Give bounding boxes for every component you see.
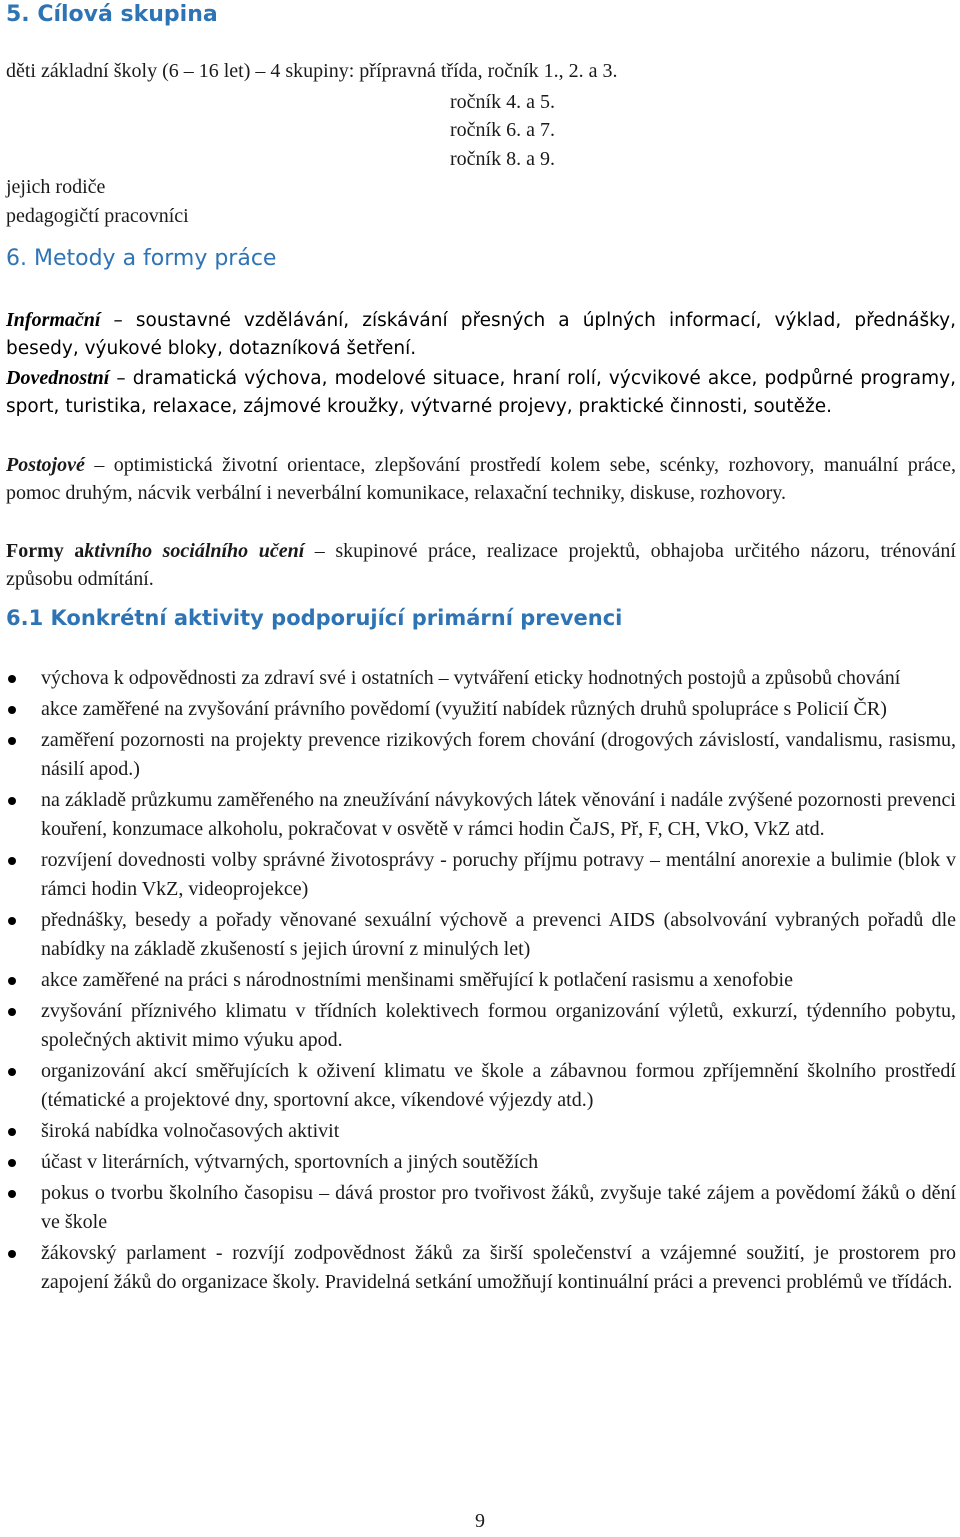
list-item-text: akce zaměřené na zvyšování právního povědomí (využití nabídek různých druhů spolupráce s Policií ČR) <box>41 698 887 720</box>
list-item <box>0 846 956 904</box>
method-dovednostni-text: – dramatická výchova, modelové situace, hraní rolí, výcvikové akce, podpůrné programy, sport, turistika, relaxace, zájmové kroužky, výtvarné projevy, praktické činnosti, soutěže. <box>6 368 956 417</box>
list-item-text: účast v literárních, výtvarných, sportovních a jiných soutěžích <box>41 1151 539 1173</box>
method-postojove-text: – optimistická životní orientace, zlepšování prostředí kolem sebe, scénky, rozhovory, manuální práce, pomoc druhým, nácvik verbální i neverbální komunikace, relaxační techniky, diskuse, rozhovory. <box>6 454 956 504</box>
bullet-icon <box>8 737 16 745</box>
list-item <box>0 1117 956 1146</box>
list-item <box>0 1179 956 1237</box>
bullet-icon <box>8 675 16 683</box>
bullet-icon <box>8 977 16 985</box>
target-group-parents: jejich rodiče <box>6 176 106 198</box>
bullet-icon <box>8 1250 16 1258</box>
activities-list <box>0 664 960 1299</box>
list-item-text: přednášky, besedy a pořady věnované sexuální výchově a prevenci AIDS (absolvování vybraných pořadů dle nabídky na základě zkušeností s jejich úrovní z minulých let) <box>41 909 956 960</box>
method-informacni-key: Informační <box>6 309 101 331</box>
list-item-text: široká nabídka volnočasových aktivit <box>41 1120 340 1142</box>
bullet-icon <box>8 917 16 925</box>
bullet-icon <box>8 1190 16 1198</box>
bullet-icon <box>8 1128 16 1136</box>
bullet-icon <box>8 1008 16 1016</box>
target-group-grade-8-9: ročník 8. a 9. <box>450 148 555 170</box>
list-item <box>0 664 956 693</box>
method-dovednostni <box>6 364 956 421</box>
method-formy-key-a: Formy a <box>6 540 85 562</box>
method-informacni <box>6 306 956 363</box>
method-formy <box>6 537 956 593</box>
target-group-children: děti základní školy (6 – 16 let) – 4 skupiny: přípravná třída, ročník 1., 2. a 3. <box>6 60 618 82</box>
method-informacni-text: – soustavné vzdělávání, získávání přesných a úplných informací, výklad, přednášky, besedy, výukové bloky, dotazníková šetření. <box>6 310 956 359</box>
bullet-icon <box>8 857 16 865</box>
method-formy-key-b: ktivního sociálního učení <box>84 540 305 562</box>
list-item-text: organizování akcí směřujících k oživení klimatu ve škole a zábavnou formou zpříjemnění školního prostředí (tématické a projektové dny, sportovní akce, víkendové výjezdy atd.) <box>41 1060 956 1111</box>
list-item <box>0 1148 956 1177</box>
method-formy-text: – skupinové práce, realizace projektů, obhajoba určitého názoru, trénování způsobu odmítání. <box>6 540 956 590</box>
heading-target-group: 5. Cílová skupina <box>6 2 218 27</box>
list-item <box>0 906 956 964</box>
list-item-text: akce zaměřené na práci s národnostními menšinami směřující k potlačení rasismu a xenofobie <box>41 969 793 991</box>
heading-activities: 6.1 Konkrétní aktivity podporující primární prevenci <box>6 606 623 630</box>
bullet-icon <box>8 797 16 805</box>
list-item <box>0 786 956 844</box>
method-postojove <box>6 451 956 507</box>
list-item-text: rozvíjení dovednosti volby správné životosprávy - poruchy příjmu potravy – mentální anorexie a bulimie (blok v rámci hodin VkZ, videoprojekce) <box>41 849 956 900</box>
method-postojove-key: Postojové <box>6 454 85 476</box>
list-item <box>0 966 956 995</box>
list-item <box>0 1239 956 1297</box>
list-item-text: žákovský parlament - rozvíjí zodpovědnost žáků za širší společenství a vzájemné soužití, je prostorem pro zapojení žáků do organizace školy. Pravidelná setkání umožňují kontinuální práci a prevenci problémů ve třídách. <box>41 1242 956 1293</box>
list-item <box>0 695 956 724</box>
bullet-icon <box>8 1068 16 1076</box>
bullet-icon <box>8 706 16 714</box>
bullet-icon <box>8 1159 16 1167</box>
list-item-text: na základě průzkumu zaměřeného na zneužívání návykových látek věnování i nadále zvýšené pozornosti prevenci kouření, konzumace alkoholu, pokračovat v osvětě v rámci hodin ČaJS, Př, F, CH, VkO, VkZ atd. <box>41 789 956 840</box>
target-group-teachers: pedagogičtí pracovníci <box>6 205 189 227</box>
list-item-text: pokus o tvorbu školního časopisu – dává prostor pro tvořivost žáků, zvyšuje také zájem a povědomí žáků o dění ve škole <box>41 1182 956 1233</box>
heading-methods: 6. Metody a formy práce <box>6 246 277 271</box>
list-item <box>0 726 956 784</box>
page-number: 9 <box>475 1510 485 1532</box>
list-item-text: zaměření pozornosti na projekty prevence rizikových forem chování (drogových závislostí, vandalismu, rasismu, násilí apod.) <box>41 729 956 780</box>
target-group-grade-6-7: ročník 6. a 7. <box>450 119 555 141</box>
list-item <box>0 1057 956 1115</box>
target-group-grade-4-5: ročník 4. a 5. <box>450 91 555 113</box>
list-item <box>0 997 956 1055</box>
list-item-text: výchova k odpovědnosti za zdraví své i ostatních – vytváření eticky hodnotných postojů a způsobů chování <box>41 667 901 689</box>
method-dovednostni-key: Dovednostní <box>6 367 110 389</box>
list-item-text: zvyšování příznivého klimatu v třídních kolektivech formou organizování výletů, exkurzí, týdenního pobytu, společných aktivit mimo výuku apod. <box>41 1000 956 1051</box>
